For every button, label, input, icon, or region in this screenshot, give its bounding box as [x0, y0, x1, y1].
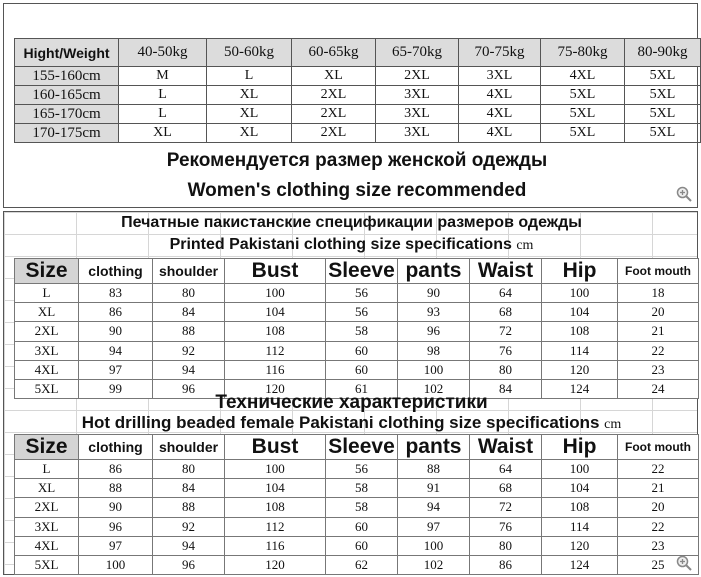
- measurement-cell: 20: [618, 498, 699, 517]
- measurement-cell: 96: [153, 379, 225, 398]
- column-header: Foot mouth: [618, 435, 699, 460]
- size-cell: 3XL: [376, 86, 459, 105]
- size-cell: 4XL: [459, 105, 541, 124]
- measurement-cell: 120: [225, 555, 326, 574]
- measurement-cell: 120: [542, 360, 618, 379]
- table-row: [15, 536, 699, 555]
- size-cell: 2XL: [292, 105, 376, 124]
- table-row: [15, 105, 701, 124]
- measurement-cell: 90: [79, 498, 153, 517]
- column-header: shoulder: [153, 259, 225, 284]
- measurement-cell: 94: [79, 341, 153, 360]
- measurement-cell: 100: [542, 284, 618, 303]
- weight-column-header: 70-75kg: [459, 39, 541, 67]
- measurement-cell: 104: [542, 479, 618, 498]
- measurement-cell: 100: [398, 360, 470, 379]
- measurement-cell: 58: [326, 479, 398, 498]
- measurement-cell: 96: [398, 322, 470, 341]
- measurement-cell: 100: [398, 536, 470, 555]
- size-cell: L: [119, 86, 207, 105]
- measurement-cell: 104: [225, 479, 326, 498]
- measurement-cell: 124: [542, 379, 618, 398]
- measurement-cell: 88: [153, 498, 225, 517]
- measurement-cell: 56: [326, 460, 398, 479]
- column-header: shoulder: [153, 435, 225, 460]
- height-weight-size-table: [14, 38, 701, 143]
- measurement-cell: 58: [326, 498, 398, 517]
- measurement-cell: 104: [542, 303, 618, 322]
- table-row: [15, 341, 699, 360]
- measurement-cell: 92: [153, 517, 225, 536]
- size-cell: M: [119, 67, 207, 86]
- measurement-cell: 91: [398, 479, 470, 498]
- measurement-cell: 108: [542, 498, 618, 517]
- size-cell: L: [119, 105, 207, 124]
- measurement-cell: 90: [79, 322, 153, 341]
- measurement-cell: 80: [470, 360, 542, 379]
- height-row-header: 170-175cm: [15, 124, 119, 143]
- measurement-cell: 88: [398, 460, 470, 479]
- measurement-cell: 116: [225, 360, 326, 379]
- size-label-cell: 2XL: [15, 322, 79, 341]
- measurement-cell: 86: [79, 303, 153, 322]
- size-cell: 4XL: [459, 86, 541, 105]
- spec-2-body: [15, 460, 699, 575]
- column-header: Waist: [470, 435, 542, 460]
- size-label-cell: 5XL: [15, 379, 79, 398]
- column-header: Foot mouth: [618, 259, 699, 284]
- size-label-cell: 3XL: [15, 341, 79, 360]
- column-header: Bust: [225, 259, 326, 284]
- weight-column-header: 60-65kg: [292, 39, 376, 67]
- height-row-header: 160-165cm: [15, 86, 119, 105]
- spec-1-header-row: [15, 259, 699, 284]
- size-label-cell: 5XL: [15, 555, 79, 574]
- column-header: Hip: [542, 435, 618, 460]
- measurement-cell: 94: [153, 360, 225, 379]
- measurement-cell: 124: [542, 555, 618, 574]
- size-cell: 5XL: [625, 124, 701, 143]
- column-header: pants: [398, 259, 470, 284]
- size-cell: XL: [292, 67, 376, 86]
- column-header: Hip: [542, 259, 618, 284]
- size-cell: 3XL: [459, 67, 541, 86]
- measurement-cell: 22: [618, 460, 699, 479]
- measurement-cell: 90: [398, 284, 470, 303]
- measurement-cell: 21: [618, 479, 699, 498]
- spec-1-title-en-text: Printed Pakistani clothing size specifications: [169, 236, 512, 253]
- measurement-cell: 64: [470, 284, 542, 303]
- measurement-cell: 76: [470, 341, 542, 360]
- table-row: [15, 460, 699, 479]
- corner-header: Hight/Weight: [15, 39, 119, 67]
- measurement-cell: 100: [225, 284, 326, 303]
- size-cell: 2XL: [292, 86, 376, 105]
- measurement-cell: 112: [225, 517, 326, 536]
- table-row: [15, 303, 699, 322]
- measurement-cell: 21: [618, 322, 699, 341]
- measurement-cell: 83: [79, 284, 153, 303]
- column-header: clothing: [79, 435, 153, 460]
- weight-column-header: 65-70kg: [376, 39, 459, 67]
- measurement-cell: 56: [326, 303, 398, 322]
- measurement-cell: 94: [398, 498, 470, 517]
- size-label-cell: 2XL: [15, 498, 79, 517]
- measurement-cell: 120: [542, 536, 618, 555]
- measurement-cell: 116: [225, 536, 326, 555]
- measurement-cell: 114: [542, 341, 618, 360]
- size-cell: 5XL: [625, 86, 701, 105]
- measurement-cell: 60: [326, 360, 398, 379]
- measurement-cell: 97: [79, 360, 153, 379]
- measurement-cell: 72: [470, 498, 542, 517]
- size-cell: 2XL: [292, 124, 376, 143]
- measurement-cell: 68: [470, 479, 542, 498]
- spec-1-body: [15, 284, 699, 399]
- size-cell: 5XL: [541, 86, 625, 105]
- measurement-cell: 64: [470, 460, 542, 479]
- column-header: pants: [398, 435, 470, 460]
- size-cell: 3XL: [376, 105, 459, 124]
- weight-column-header: 40-50kg: [119, 39, 207, 67]
- size-label-cell: L: [15, 284, 79, 303]
- height-row-header: 155-160cm: [15, 67, 119, 86]
- column-header: Sleeve: [326, 259, 398, 284]
- column-header: Waist: [470, 259, 542, 284]
- size-cell: 4XL: [541, 67, 625, 86]
- recommendation-text-ru: Рекомендуется размер женской одежды: [166, 150, 548, 171]
- measurement-cell: 120: [225, 379, 326, 398]
- table-row: [15, 498, 699, 517]
- measurement-cell: 97: [79, 536, 153, 555]
- spec-2-title-en: [4, 413, 699, 433]
- measurement-cell: 92: [153, 341, 225, 360]
- measurement-cell: 60: [326, 517, 398, 536]
- zoom-in-icon[interactable]: [676, 555, 692, 571]
- size-cell: XL: [119, 124, 207, 143]
- measurement-cell: 25: [618, 555, 699, 574]
- measurement-cell: 88: [79, 479, 153, 498]
- measurement-cell: 72: [470, 322, 542, 341]
- measurement-cell: 20: [618, 303, 699, 322]
- measurement-cell: 96: [79, 517, 153, 536]
- measurement-cell: 86: [79, 460, 153, 479]
- size-label-cell: XL: [15, 479, 79, 498]
- table-row: [15, 555, 699, 574]
- table-body: [15, 67, 701, 143]
- size-label-cell: XL: [15, 303, 79, 322]
- measurement-cell: 80: [153, 284, 225, 303]
- measurement-cell: 62: [326, 555, 398, 574]
- measurement-cell: 80: [153, 460, 225, 479]
- size-cell: 5XL: [541, 124, 625, 143]
- spec-1-unit: cm: [516, 238, 534, 253]
- table-row: [15, 322, 699, 341]
- column-header: Sleeve: [326, 435, 398, 460]
- size-cell: 5XL: [625, 105, 701, 124]
- weight-column-header: 75-80kg: [541, 39, 625, 67]
- size-label-cell: 3XL: [15, 517, 79, 536]
- measurement-cell: 94: [153, 536, 225, 555]
- measurement-cell: 60: [326, 536, 398, 555]
- spec-1-table: [14, 258, 699, 399]
- table-row: [15, 124, 701, 143]
- size-cell: 5XL: [625, 67, 701, 86]
- column-header: clothing: [79, 259, 153, 284]
- measurement-cell: 102: [398, 379, 470, 398]
- measurement-cell: 114: [542, 517, 618, 536]
- size-cell: XL: [207, 124, 292, 143]
- measurement-cell: 99: [79, 379, 153, 398]
- measurement-cell: 84: [153, 303, 225, 322]
- size-cell: L: [207, 67, 292, 86]
- spec-2-title-ru: Технические характеристики: [215, 392, 488, 413]
- measurement-cell: 108: [225, 322, 326, 341]
- measurement-cell: 100: [225, 460, 326, 479]
- measurement-cell: 112: [225, 341, 326, 360]
- measurement-cell: 24: [618, 379, 699, 398]
- table-row: [15, 86, 701, 105]
- spec-1-title-en: [4, 236, 699, 254]
- measurement-cell: 100: [79, 555, 153, 574]
- recommendation-text-en: Women's clothing size recommended: [187, 180, 527, 201]
- column-header: Size: [15, 259, 79, 284]
- size-label-cell: L: [15, 460, 79, 479]
- column-header: Bust: [225, 435, 326, 460]
- weight-column-header: 80-90kg: [625, 39, 701, 67]
- size-label-cell: 4XL: [15, 536, 79, 555]
- measurement-cell: 22: [618, 517, 699, 536]
- size-cell: 4XL: [459, 124, 541, 143]
- measurement-cell: 97: [398, 517, 470, 536]
- table-row: [15, 479, 699, 498]
- size-cell: XL: [207, 86, 292, 105]
- spec-2-header-row: [15, 435, 699, 460]
- measurement-cell: 56: [326, 284, 398, 303]
- measurement-cell: 23: [618, 536, 699, 555]
- measurement-cell: 84: [470, 379, 542, 398]
- measurement-cell: 68: [470, 303, 542, 322]
- clothing-spec-panel: [3, 211, 698, 575]
- size-recommendation-panel: [3, 3, 698, 208]
- measurement-cell: 18: [618, 284, 699, 303]
- table-row: [15, 67, 701, 86]
- measurement-cell: 61: [326, 379, 398, 398]
- weight-column-header: 50-60kg: [207, 39, 292, 67]
- measurement-cell: 80: [470, 536, 542, 555]
- measurement-cell: 88: [153, 322, 225, 341]
- measurement-cell: 108: [225, 498, 326, 517]
- size-cell: 2XL: [376, 67, 459, 86]
- table-row: [15, 284, 699, 303]
- measurement-cell: 23: [618, 360, 699, 379]
- size-cell: 5XL: [541, 105, 625, 124]
- measurement-cell: 60: [326, 341, 398, 360]
- table-row: [15, 517, 699, 536]
- table-row: [15, 360, 699, 379]
- measurement-cell: 108: [542, 322, 618, 341]
- measurement-cell: 98: [398, 341, 470, 360]
- spec-1-title-ru: Печатные пакистанские спецификации размеров одежды: [121, 214, 582, 231]
- spec-2-unit: cm: [604, 417, 622, 432]
- size-cell: XL: [207, 105, 292, 124]
- table-header-row: [15, 39, 701, 67]
- size-cell: 3XL: [376, 124, 459, 143]
- measurement-cell: 104: [225, 303, 326, 322]
- measurement-cell: 100: [542, 460, 618, 479]
- measurement-cell: 102: [398, 555, 470, 574]
- measurement-cell: 22: [618, 341, 699, 360]
- measurement-cell: 86: [470, 555, 542, 574]
- size-label-cell: 4XL: [15, 360, 79, 379]
- measurement-cell: 58: [326, 322, 398, 341]
- measurement-cell: 96: [153, 555, 225, 574]
- measurement-cell: 76: [470, 517, 542, 536]
- column-header: Size: [15, 435, 79, 460]
- height-row-header: 165-170cm: [15, 105, 119, 124]
- spec-2-table: [14, 434, 699, 575]
- zoom-in-icon[interactable]: [676, 186, 692, 202]
- measurement-cell: 93: [398, 303, 470, 322]
- measurement-cell: 84: [153, 479, 225, 498]
- spec-2-title-en-text: Hot drilling beaded female Pakistani clothing size specifications: [81, 413, 600, 432]
